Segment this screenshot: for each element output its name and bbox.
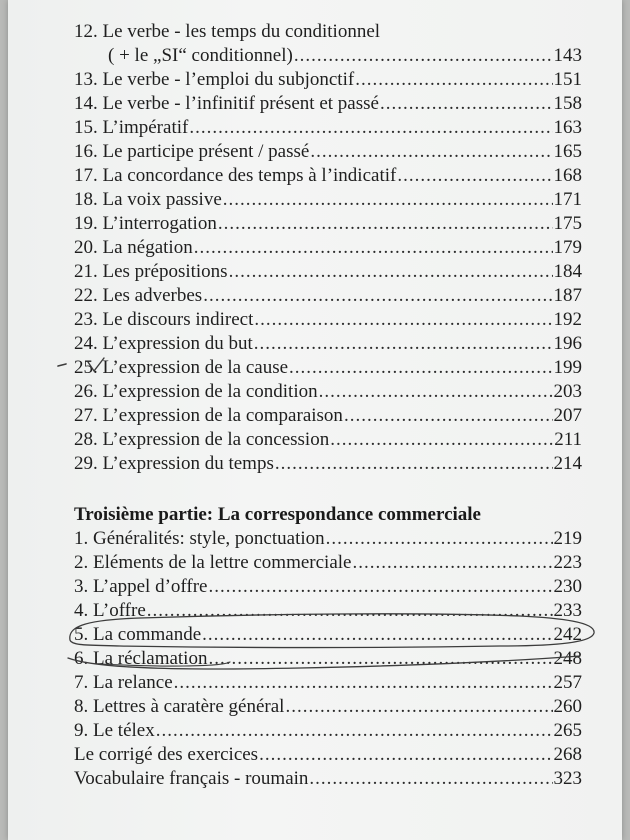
toc-entry-title: 1. Généralités: style, ponctuation bbox=[74, 528, 325, 549]
toc-entry-page: 323 bbox=[553, 768, 582, 789]
toc-entry-page: 260 bbox=[553, 696, 582, 717]
toc-entry-page: 207 bbox=[553, 405, 582, 426]
toc-entry-page: 233 bbox=[553, 600, 582, 621]
toc-entry-title: 26. L’expression de la condition bbox=[74, 381, 318, 402]
toc-entry bbox=[74, 284, 582, 308]
toc-entry-title: Vocabulaire français - roumain bbox=[74, 768, 309, 789]
toc-entry-title: 8. Lettres à caratère général bbox=[74, 696, 285, 717]
toc-entry bbox=[74, 671, 582, 695]
toc-entry-title: Le corrigé des exercices bbox=[74, 744, 259, 765]
toc-entry bbox=[74, 140, 582, 164]
toc-entry-title: 4. L’offre bbox=[74, 600, 146, 621]
toc-entry bbox=[74, 308, 582, 332]
section-heading-part-3: Troisième partie: La correspondance commerciale bbox=[74, 504, 481, 525]
dot-leader bbox=[174, 671, 553, 695]
toc-entry-page: 257 bbox=[553, 672, 582, 693]
dot-leader bbox=[229, 260, 553, 284]
dot-leader bbox=[208, 647, 552, 671]
toc-entry bbox=[74, 599, 582, 623]
dot-leader bbox=[194, 236, 553, 260]
toc-entry-page: 151 bbox=[553, 69, 582, 90]
toc-entry bbox=[74, 92, 582, 116]
dot-leader bbox=[330, 428, 553, 452]
dot-leader bbox=[254, 308, 552, 332]
dot-leader bbox=[353, 551, 553, 575]
toc-entry-title: 24. L’expression du but bbox=[74, 333, 253, 354]
toc-entry-title: 3. L’appel d’offre bbox=[74, 576, 208, 597]
dot-leader bbox=[259, 743, 552, 767]
toc-entry-title: 18. La voix passive bbox=[74, 189, 222, 210]
toc-entry bbox=[74, 719, 582, 743]
dot-leader bbox=[189, 116, 552, 140]
toc-entry bbox=[74, 767, 582, 791]
toc-entry-title: 13. Le verbe - l’emploi du subjonctif bbox=[74, 69, 355, 90]
dot-leader bbox=[223, 188, 553, 212]
toc-entry bbox=[74, 236, 582, 260]
dot-leader bbox=[294, 44, 553, 68]
toc-entry-title: 2. Eléments de la lettre commerciale bbox=[74, 552, 352, 573]
toc-entry-page: 165 bbox=[553, 141, 582, 162]
dot-leader bbox=[254, 332, 553, 356]
toc-entry bbox=[74, 452, 582, 476]
toc-entry-page: 248 bbox=[553, 648, 582, 669]
toc-entry-title: 25. L’expression de la cause bbox=[74, 357, 289, 378]
toc-entry-title: 27. L’expression de la comparaison bbox=[74, 405, 343, 426]
toc-entry-page: 268 bbox=[553, 744, 582, 765]
toc-entry-page: 214 bbox=[553, 453, 582, 474]
toc-entry-title: 21. Les prépositions bbox=[74, 261, 228, 282]
dot-leader bbox=[203, 284, 552, 308]
toc-entry-page: 168 bbox=[553, 165, 582, 186]
toc-entry-page: 211 bbox=[554, 429, 582, 450]
toc-entry bbox=[74, 212, 582, 236]
toc-entry-title: 17. La concordance des temps à l’indicatif bbox=[74, 165, 397, 186]
toc-entry-page: 184 bbox=[553, 261, 582, 282]
toc-entry bbox=[74, 188, 582, 212]
toc-entry bbox=[74, 575, 582, 599]
toc-entry-title: 16. Le participe présent / passé bbox=[74, 141, 310, 162]
toc-entry-title: 19. L’interrogation bbox=[74, 213, 217, 234]
toc-entry bbox=[74, 527, 582, 551]
toc-entry-title: 29. L’expression du temps bbox=[74, 453, 274, 474]
dot-leader bbox=[156, 719, 553, 743]
toc-entry-title: 28. L’expression de la concession bbox=[74, 429, 330, 450]
dot-leader bbox=[275, 452, 553, 476]
toc-entry bbox=[74, 695, 582, 719]
toc-entry-page: 163 bbox=[553, 117, 582, 138]
dot-leader bbox=[355, 68, 552, 92]
toc-entry bbox=[74, 164, 582, 188]
dot-leader bbox=[218, 212, 553, 236]
toc-entry-title: 5. La commande bbox=[74, 624, 202, 645]
dot-leader bbox=[344, 404, 553, 428]
dot-leader bbox=[397, 164, 552, 188]
toc-entry-title: 14. Le verbe - l’infinitif présent et passé bbox=[74, 93, 379, 114]
toc-entry-title: 7. La relance bbox=[74, 672, 173, 693]
toc-entry-page: 219 bbox=[553, 528, 582, 549]
toc-entry-page: 158 bbox=[553, 93, 582, 114]
toc-entry-title: 20. La négation bbox=[74, 237, 193, 258]
toc-entry-page: 171 bbox=[553, 189, 582, 210]
toc-entry-page: 199 bbox=[553, 357, 582, 378]
toc-entry-page: 175 bbox=[553, 213, 582, 234]
toc-entry bbox=[74, 743, 582, 767]
toc-entry-12-line-1: 12. Le verbe - les temps du conditionnel bbox=[74, 21, 381, 42]
dot-leader bbox=[319, 380, 553, 404]
toc-entry-12-line-2 bbox=[108, 44, 582, 68]
dot-leader bbox=[208, 575, 552, 599]
toc-entry-circled bbox=[74, 647, 582, 671]
toc-entry-page: 230 bbox=[553, 576, 582, 597]
toc-entry bbox=[74, 404, 582, 428]
toc-entry-circled bbox=[74, 623, 582, 647]
toc-entry-title: 22. Les adverbes bbox=[74, 285, 203, 306]
toc-entry bbox=[74, 116, 582, 140]
dot-leader bbox=[285, 695, 552, 719]
dot-leader bbox=[310, 140, 552, 164]
toc-entry-title: ( + le „SI“ conditionnel) bbox=[108, 45, 293, 66]
toc-entry-page: 223 bbox=[553, 552, 582, 573]
toc-entry bbox=[74, 356, 582, 380]
dot-leader bbox=[326, 527, 553, 551]
toc-entry-page: 203 bbox=[553, 381, 582, 402]
toc-entry bbox=[74, 260, 582, 284]
dot-leader bbox=[289, 356, 552, 380]
dot-leader bbox=[202, 623, 552, 647]
toc-entry-title: 15. L’impératif bbox=[74, 117, 189, 138]
toc-entry bbox=[74, 551, 582, 575]
toc-entry bbox=[74, 428, 582, 452]
toc-entry bbox=[74, 68, 582, 92]
toc-entry-page: 265 bbox=[553, 720, 582, 741]
dot-leader bbox=[309, 767, 552, 791]
toc-entry-page: 187 bbox=[553, 285, 582, 306]
toc-entry bbox=[74, 332, 582, 356]
toc-entry bbox=[74, 380, 582, 404]
toc-entry-page: 242 bbox=[553, 624, 582, 645]
toc-entry-page: 196 bbox=[553, 333, 582, 354]
toc-entry-title: 9. Le télex bbox=[74, 720, 155, 741]
toc-entry-page: 192 bbox=[553, 309, 582, 330]
dot-leader bbox=[147, 599, 553, 623]
book-page bbox=[8, 0, 622, 840]
toc-entry-title: 6. La réclamation bbox=[74, 648, 208, 669]
dot-leader bbox=[380, 92, 553, 116]
toc-entry-page: 143 bbox=[553, 45, 582, 66]
toc-entry-page: 179 bbox=[553, 237, 582, 258]
toc-entry-title: 23. Le discours indirect bbox=[74, 309, 254, 330]
